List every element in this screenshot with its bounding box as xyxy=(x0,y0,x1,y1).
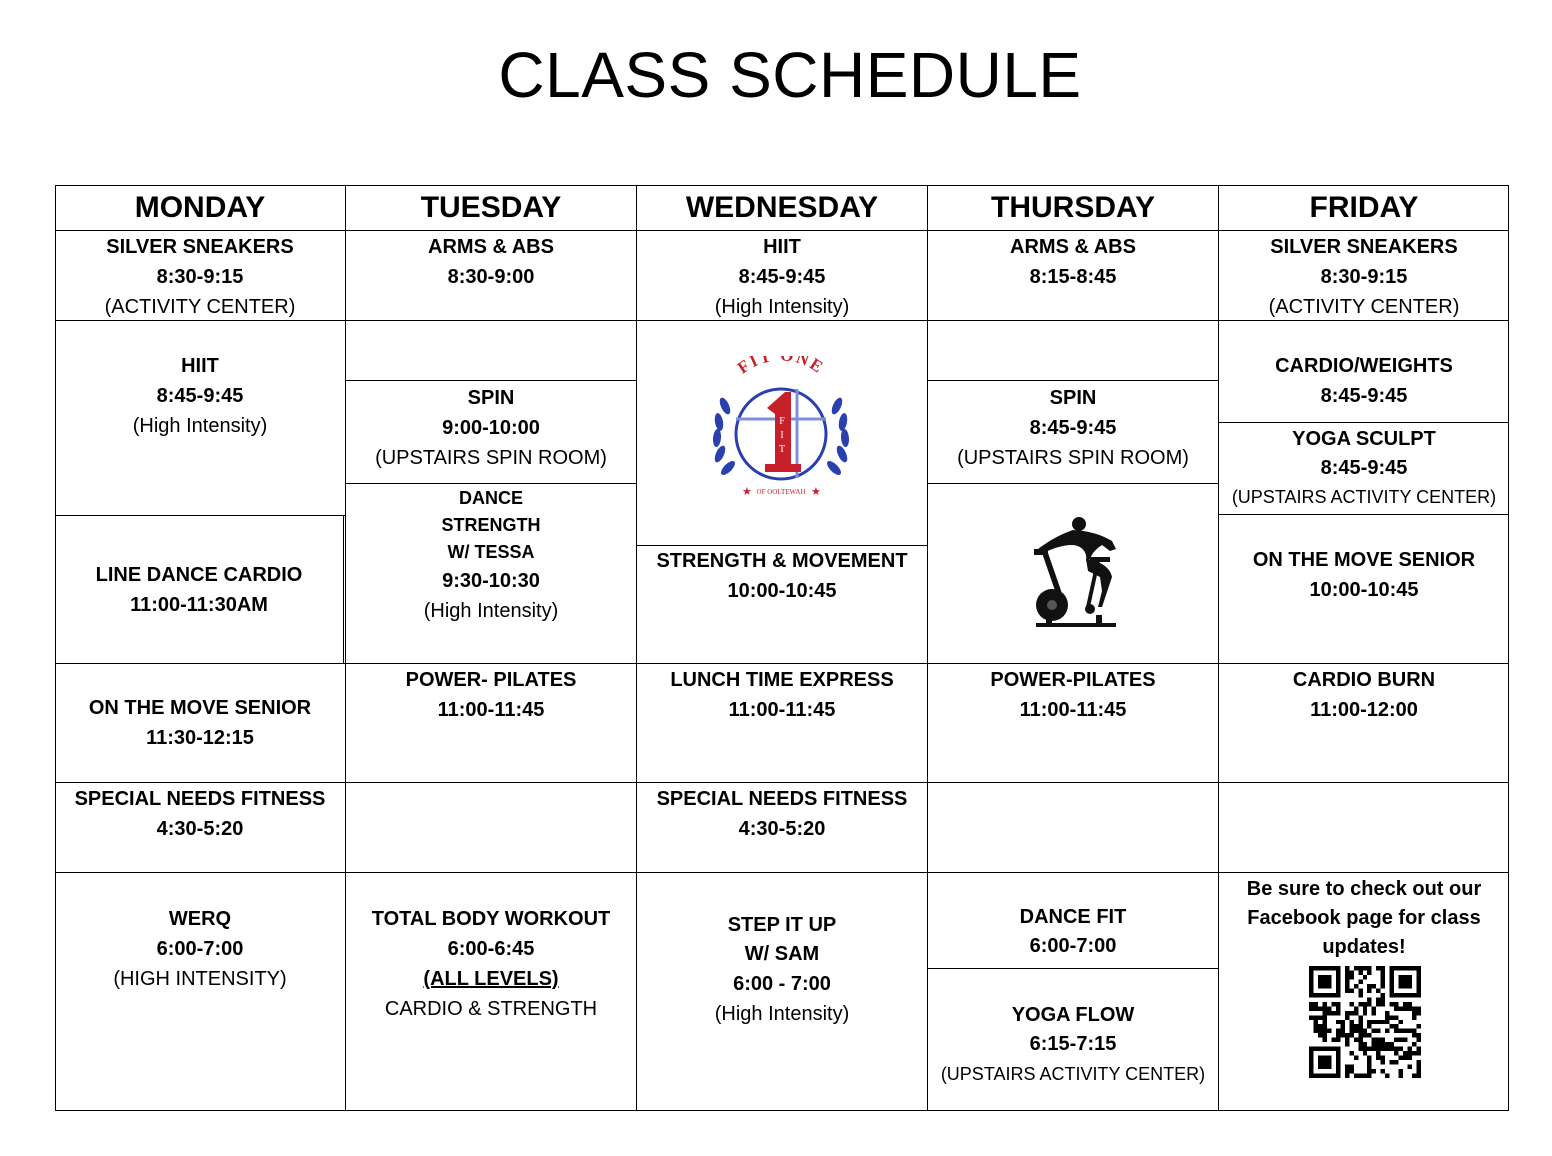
class-name: SPIN xyxy=(1049,387,1097,409)
class-name: DANCE FIT xyxy=(1019,906,1127,928)
class-cell xyxy=(55,664,345,782)
class-name: HIIT xyxy=(763,236,801,258)
row-divider xyxy=(346,483,636,484)
class-name: STRENGTH xyxy=(441,515,541,535)
class-cell xyxy=(637,784,927,872)
day-label: MONDAY xyxy=(134,191,266,224)
day-header-thursday xyxy=(928,186,1218,230)
class-note: (UPSTAIRS ACTIVITY CENTER) xyxy=(1231,487,1497,507)
class-name: POWER- PILATES xyxy=(405,669,577,691)
class-time: 11:30-12:15 xyxy=(146,727,254,749)
class-time: 11:00-11:30AM xyxy=(130,593,268,616)
class-cell xyxy=(928,903,1218,968)
class-name: CARDIO BURN xyxy=(1292,669,1436,691)
page-title: CLASS SCHEDULE xyxy=(498,39,1082,111)
class-time: 11:00-11:45 xyxy=(437,699,545,721)
class-name: CARDIO/WEIGHTS xyxy=(1275,355,1453,377)
class-note: (UPSTAIRS SPIN ROOM) xyxy=(375,447,607,469)
class-time: 6:00 - 7:00 xyxy=(733,973,831,995)
note-text: Be sure to check out our xyxy=(1246,878,1482,900)
day-label: THURSDAY xyxy=(991,191,1155,224)
class-note: (ACTIVITY CENTER) xyxy=(1268,296,1460,318)
logo-letter: F xyxy=(779,416,785,427)
class-name: SPECIAL NEEDS FITNESS xyxy=(656,788,908,810)
class-time: 6:15-7:15 xyxy=(1029,1033,1117,1055)
logo-bottom-text: OF OOLTEWAH xyxy=(756,488,806,496)
note-text: Facebook page for class xyxy=(1247,907,1481,929)
class-time: 10:00-10:45 xyxy=(727,580,837,602)
class-name: POWER-PILATES xyxy=(990,669,1156,691)
row-divider xyxy=(928,380,1218,381)
qr-code-icon xyxy=(1309,966,1421,1078)
class-note: (UPSTAIRS ACTIVITY CENTER) xyxy=(940,1064,1206,1084)
class-cell xyxy=(55,784,345,872)
class-name: SPECIAL NEEDS FITNESS xyxy=(74,788,326,810)
class-cell xyxy=(928,1001,1218,1109)
class-cell xyxy=(1219,351,1509,421)
column-divider xyxy=(927,185,928,1111)
header-divider xyxy=(55,230,1509,231)
class-cell xyxy=(1219,425,1509,514)
class-name: SPIN xyxy=(467,387,515,409)
class-cell xyxy=(346,383,636,483)
class-note: (ACTIVITY CENTER) xyxy=(104,296,296,318)
class-time: 4:30-5:20 xyxy=(738,818,826,840)
column-divider xyxy=(343,515,344,664)
logo-letter: T xyxy=(778,444,786,455)
class-note: (High Intensity) xyxy=(132,415,268,437)
class-time: 8:45-9:45 xyxy=(1320,457,1408,479)
class-name: LUNCH TIME EXPRESS xyxy=(670,669,894,691)
class-cell xyxy=(928,232,1218,320)
class-time: 4:30-5:20 xyxy=(156,818,244,840)
class-instructor: W/ TESSA xyxy=(447,542,535,562)
class-time: 8:30-9:15 xyxy=(156,266,244,288)
day-header-tuesday xyxy=(346,186,636,230)
class-name: HIIT xyxy=(181,355,219,377)
facebook-note xyxy=(1219,875,1509,965)
class-time: 9:30-10:30 xyxy=(442,570,540,592)
class-time: 8:15-8:45 xyxy=(1029,266,1117,288)
class-cell xyxy=(346,485,636,663)
class-time: 6:00-7:00 xyxy=(1029,935,1117,957)
class-cell xyxy=(55,351,345,481)
class-time: 8:30-9:00 xyxy=(447,266,535,288)
class-cell xyxy=(637,546,927,662)
class-time: 8:45-9:45 xyxy=(156,385,244,407)
day-label: WEDNESDAY xyxy=(685,191,879,224)
class-name: ARMS & ABS xyxy=(428,236,554,258)
class-time: 6:00-6:45 xyxy=(447,938,535,960)
row-divider xyxy=(928,968,1218,969)
class-cell xyxy=(1219,665,1509,783)
day-header-wednesday xyxy=(637,186,927,230)
day-header-friday xyxy=(1219,186,1509,230)
day-label: FRIDAY xyxy=(1309,191,1419,224)
class-cell xyxy=(637,232,927,320)
star-icon: ★ xyxy=(811,486,821,498)
logo-arc-text: FIT NE xyxy=(733,356,828,378)
class-time: 6:00-7:00 xyxy=(156,938,244,960)
qr-code[interactable] xyxy=(1309,966,1421,1078)
table-border-bottom xyxy=(55,1110,1509,1111)
class-time: 8:45-9:45 xyxy=(1029,417,1117,439)
class-time: 10:00-10:45 xyxy=(1309,579,1419,601)
class-name: YOGA FLOW xyxy=(1011,1004,1135,1026)
class-cell xyxy=(1219,545,1509,662)
class-time: 11:00-11:45 xyxy=(728,699,836,721)
spin-bike-silhouette xyxy=(1030,515,1120,633)
class-name: ARMS & ABS xyxy=(1010,236,1136,258)
class-cell xyxy=(55,904,345,1054)
class-name: WERQ xyxy=(168,908,232,930)
class-level: (ALL LEVELS) xyxy=(423,968,559,990)
class-note: (High Intensity) xyxy=(714,1003,850,1025)
class-note: (High Intensity) xyxy=(423,600,559,622)
class-cell xyxy=(928,665,1218,783)
class-name: YOGA SCULPT xyxy=(1292,428,1436,450)
row-divider xyxy=(1219,422,1509,423)
class-time: 8:45-9:45 xyxy=(738,266,826,288)
class-cell xyxy=(55,516,343,663)
class-name: TOTAL BODY WORKOUT xyxy=(371,908,611,930)
note-text: updates! xyxy=(1322,936,1406,958)
class-name: ON THE MOVE SENIOR xyxy=(1252,549,1476,571)
class-name: LINE DANCE CARDIO xyxy=(95,563,303,586)
class-cell xyxy=(637,911,927,1061)
class-name: STRENGTH & MOVEMENT xyxy=(656,550,908,572)
row-divider xyxy=(346,380,636,381)
class-name: ON THE MOVE SENIOR xyxy=(88,697,312,719)
class-cell xyxy=(346,904,636,1054)
class-cell xyxy=(346,665,636,783)
fit-one-logo xyxy=(705,356,857,502)
class-cell xyxy=(1219,232,1509,320)
class-note: (HIGH INTENSITY) xyxy=(113,968,287,990)
class-cell xyxy=(55,232,345,320)
row-divider xyxy=(1219,514,1509,515)
star-icon: ★ xyxy=(742,486,752,498)
class-note: (High Intensity) xyxy=(714,296,850,318)
class-cell xyxy=(928,383,1218,483)
class-time: 11:00-11:45 xyxy=(1019,699,1127,721)
logo-letter: I xyxy=(780,430,784,441)
class-note: (UPSTAIRS SPIN ROOM) xyxy=(957,447,1189,469)
day-label: TUESDAY xyxy=(420,191,562,224)
spin-bike-icon xyxy=(1030,515,1120,633)
row-divider xyxy=(55,872,1509,873)
class-time: 8:45-9:45 xyxy=(1320,385,1408,407)
class-name: DANCE xyxy=(458,488,523,508)
class-time: 8:30-9:15 xyxy=(1320,266,1408,288)
class-name: SILVER SNEAKERS xyxy=(1270,236,1458,258)
class-note: CARDIO & STRENGTH xyxy=(384,998,598,1020)
class-cell xyxy=(346,232,636,320)
class-name: SILVER SNEAKERS xyxy=(106,236,294,258)
row-divider xyxy=(928,483,1218,484)
class-time: 11:00-12:00 xyxy=(1310,699,1418,721)
class-name: STEP IT UP xyxy=(727,914,837,936)
class-time: 9:00-10:00 xyxy=(442,417,540,439)
class-instructor: W/ SAM xyxy=(744,943,820,965)
class-cell xyxy=(637,665,927,783)
fit-one-logo-graphic xyxy=(705,356,857,502)
day-header-monday xyxy=(55,186,345,230)
